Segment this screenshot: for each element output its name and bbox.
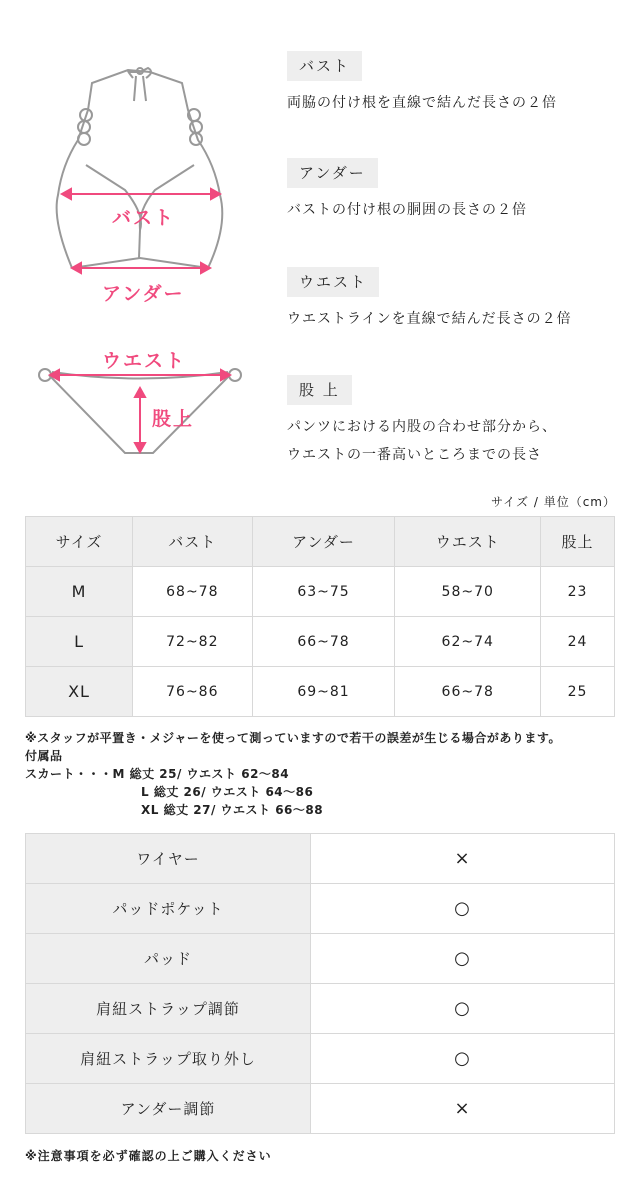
table-row <box>26 934 615 984</box>
table-row <box>26 884 615 934</box>
feature-value: ○ <box>311 934 615 984</box>
description-waist <box>287 267 572 333</box>
table-cell: 62~74 <box>395 617 541 667</box>
table-cell: 23 <box>541 567 615 617</box>
description-tag: アンダー <box>287 158 378 188</box>
table-header-row <box>26 517 615 567</box>
table-row <box>26 834 615 884</box>
table-cell: 58~70 <box>395 567 541 617</box>
header-cell: バスト <box>133 517 252 567</box>
feature-table <box>25 833 615 1134</box>
header-cell: アンダー <box>252 517 395 567</box>
description-line: ウエストの一番高いところまでの長さ <box>287 447 542 463</box>
measure-note: ※スタッフが平置き・メジャーを使って測っていますので若干の誤差が生じる場合があります。 <box>25 731 561 745</box>
notes-block <box>25 729 561 819</box>
accessory-title: 付属品 <box>25 749 63 763</box>
description-text: 両脇の付け根を直線で結んだ長さの２倍 <box>287 95 557 111</box>
table-row <box>26 1034 615 1084</box>
table-row <box>26 617 615 667</box>
unit-note: サイズ / 単位（cm） <box>491 495 616 509</box>
skirt-line: XL 総丈 27/ ウエスト 66～88 <box>141 803 324 817</box>
feature-value: ○ <box>311 884 615 934</box>
size-cell: M <box>26 567 133 617</box>
waist-diagram-label: ウエスト <box>102 350 187 372</box>
feature-name: ワイヤー <box>26 834 311 884</box>
table-cell: 72~82 <box>133 617 252 667</box>
feature-name: パッド <box>26 934 311 984</box>
header-cell: サイズ <box>26 517 133 567</box>
feature-value: ○ <box>311 1034 615 1084</box>
feature-value: × <box>311 1084 615 1134</box>
table-cell: 24 <box>541 617 615 667</box>
table-row <box>26 567 615 617</box>
table-cell: 66~78 <box>252 617 395 667</box>
table-row <box>26 667 615 717</box>
table-cell: 66~78 <box>395 667 541 717</box>
table-row <box>26 1084 615 1134</box>
description-text <box>287 413 557 469</box>
header-cell: ウエスト <box>395 517 541 567</box>
rise-diagram-label: 股上 <box>152 408 195 430</box>
size-cell: XL <box>26 667 133 717</box>
table-cell: 68~78 <box>133 567 252 617</box>
feature-name: パッドポケット <box>26 884 311 934</box>
feature-value: × <box>311 834 615 884</box>
size-cell: L <box>26 617 133 667</box>
table-cell: 76~86 <box>133 667 252 717</box>
description-text: ウエストラインを直線で結んだ長さの２倍 <box>287 311 572 327</box>
table-cell: 63~75 <box>252 567 395 617</box>
size-table <box>25 516 615 717</box>
description-bust <box>287 51 557 117</box>
footer-note: ※注意事項を必ず確認の上ご購入ください <box>25 1149 272 1163</box>
table-row <box>26 984 615 1034</box>
under-diagram-label: アンダー <box>102 283 185 305</box>
description-tag: バスト <box>287 51 362 81</box>
table-cell: 25 <box>541 667 615 717</box>
skirt-line: スカート・・・M 総丈 25/ ウエスト 62～84 <box>25 767 290 781</box>
feature-value: ○ <box>311 984 615 1034</box>
feature-name: 肩紐ストラップ取り外し <box>26 1034 311 1084</box>
description-line: パンツにおける内股の合わせ部分から、 <box>287 419 557 435</box>
description-under <box>287 158 527 224</box>
measurement-diagram <box>0 0 280 470</box>
header-cell: 股上 <box>541 517 615 567</box>
feature-name: 肩紐ストラップ調節 <box>26 984 311 1034</box>
skirt-line: L 総丈 26/ ウエスト 64～86 <box>141 785 314 799</box>
table-cell: 69~81 <box>252 667 395 717</box>
description-tag: ウエスト <box>287 267 379 297</box>
bust-diagram-label: バスト <box>112 207 176 229</box>
feature-name: アンダー調節 <box>26 1084 311 1134</box>
description-tag: 股 上 <box>287 375 352 405</box>
description-text: バストの付け根の胴囲の長さの２倍 <box>287 202 527 218</box>
bikini-outline-icon <box>0 0 280 470</box>
description-rise <box>287 375 557 469</box>
